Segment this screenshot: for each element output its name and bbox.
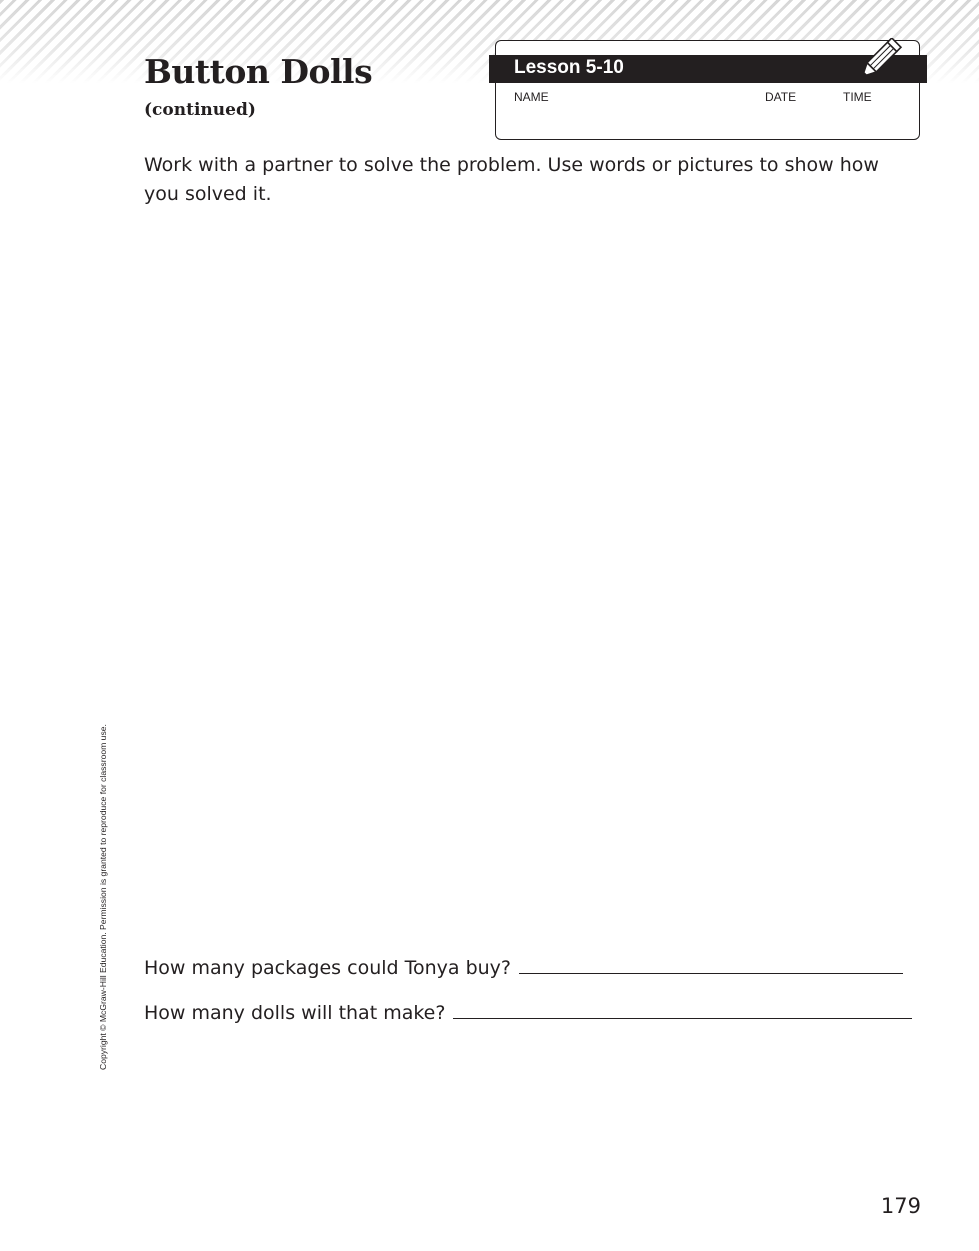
time-field-label: TIME (843, 90, 872, 104)
date-field-label: DATE (765, 90, 797, 104)
question-text: How many dolls will that make? (144, 1002, 446, 1024)
page-subtitle: (continued) (144, 100, 256, 120)
pencil-icon (852, 38, 904, 84)
answer-line-packages[interactable] (519, 955, 903, 974)
answer-line-dolls[interactable] (453, 1000, 912, 1019)
page-number: 179 (880, 1194, 921, 1218)
page-title: Button Dolls (144, 52, 373, 91)
question-dolls (144, 1000, 912, 1024)
name-field-label: NAME (514, 90, 549, 104)
question-packages (144, 955, 903, 979)
question-text: How many packages could Tonya buy? (144, 957, 512, 979)
instructions: Work with a partner to solve the problem. Use words or pictures to show how you solved it. (144, 154, 879, 205)
lesson-label: Lesson 5-10 (514, 57, 624, 78)
copyright-notice: Copyright © McGraw-Hill Education. Permission is granted to reproduce for classroom use. (98, 724, 108, 1070)
